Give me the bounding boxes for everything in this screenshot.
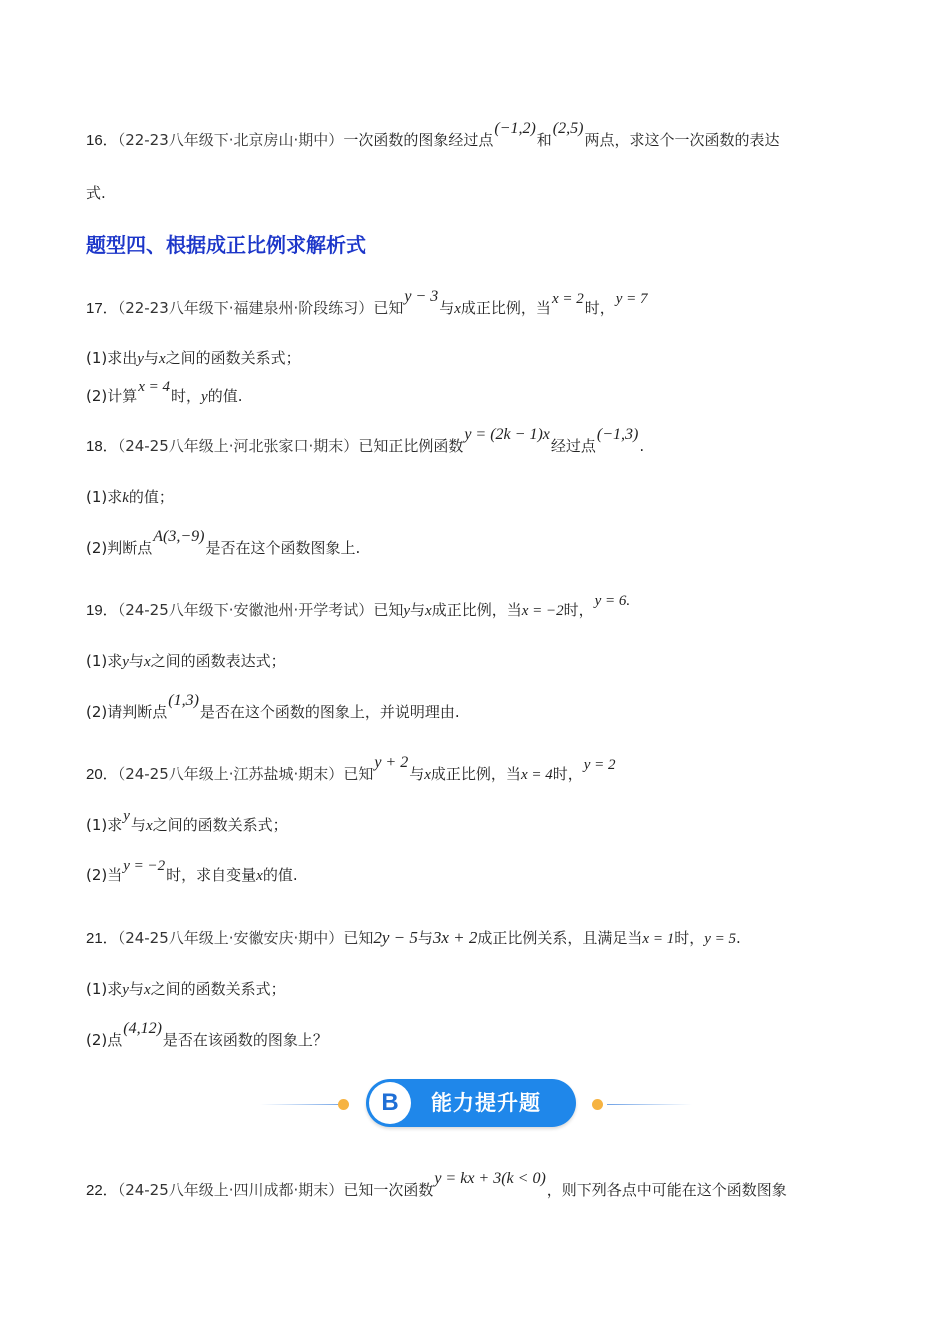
banner-right-dot (592, 1099, 603, 1110)
question-21 (86, 926, 741, 951)
question-text: ，则下列各点中可能在这个函数图象 (546, 1181, 787, 1199)
question-number: 16． (86, 132, 118, 149)
question-17-part-1 (86, 346, 301, 371)
question-16-continued (86, 181, 106, 205)
part-text: 与 (130, 816, 146, 834)
question-text: 已知 (343, 765, 374, 783)
math-point: (−1,3) (596, 426, 639, 443)
question-number: 18． (86, 438, 118, 455)
question-text: 时， (584, 299, 615, 317)
question-text: 成正比例，当 (430, 765, 521, 783)
question-text: 成正比例，当 (431, 601, 522, 619)
part-text: 是否在该函数的图象上？ (162, 1031, 328, 1049)
question-text: 时， (563, 601, 594, 619)
math-variable: y (201, 389, 208, 405)
question-text: . (736, 929, 741, 947)
part-text: (1)求 (86, 816, 123, 834)
part-text: (1)求 (86, 488, 123, 506)
math-point: A(3,−9) (153, 528, 205, 545)
section-heading: 题型四、根据成正比例求解析式 (86, 233, 366, 257)
part-text: 之间的函数关系式； (165, 349, 301, 367)
question-number: 17． (86, 300, 118, 317)
question-source: （24-25八年级下·安徽池州·开学考试） (117, 601, 374, 619)
question-text: 成正比例关系，且满足当 (477, 929, 643, 947)
part-text: (2)计算 (86, 387, 138, 405)
math-expression: x = 4 (138, 379, 171, 395)
question-number: 20． (86, 766, 118, 783)
question-source: （22-23八年级下·福建泉州·阶段练习） (117, 299, 374, 317)
banner-pill (366, 1079, 576, 1127)
part-text: 的值. (262, 866, 298, 884)
question-text: 已知 (343, 929, 374, 947)
question-text: 成正比例，当 (460, 299, 551, 317)
math-variable: x (425, 603, 432, 619)
math-variable: x (158, 351, 166, 367)
question-source: （24-25八年级上·四川成都·期末） (117, 1181, 344, 1199)
question-20 (86, 754, 617, 787)
math-point: (4,12) (123, 1020, 162, 1037)
question-18-part-2 (86, 528, 361, 561)
part-text: 时，求自变量 (166, 866, 257, 884)
math-expression: y = 7 (615, 291, 648, 307)
math-variable: x (143, 654, 151, 670)
math-expression: x = 1 (642, 931, 675, 947)
question-18-part-1 (86, 485, 174, 510)
question-19-part-1 (86, 649, 286, 674)
math-point: (−1,2) (494, 120, 536, 137)
math-expression: 3x + 2 (432, 928, 478, 947)
math-expression: y − 3 (404, 288, 439, 305)
question-number: 19． (86, 602, 118, 619)
question-text: 式. (86, 184, 106, 202)
part-text: 是否在这个函数的图象上，并说明理由. (199, 703, 460, 721)
question-21-part-2 (86, 1020, 328, 1053)
math-expression: y = 6. (594, 593, 631, 609)
question-source: （24-25八年级上·安徽安庆·期中） (117, 929, 344, 947)
section-banner (250, 1076, 700, 1132)
part-text: (1)求 (86, 652, 123, 670)
part-text: 与 (143, 349, 159, 367)
part-text: 的值； (128, 488, 174, 506)
math-expression: x = −2 (521, 603, 564, 619)
question-text: 与 (409, 765, 425, 783)
question-text: 已知正比例函数 (358, 437, 464, 455)
part-text: (1)求出 (86, 349, 138, 367)
part-text: 之间的函数表达式； (150, 652, 286, 670)
math-expression: x = 2 (551, 291, 584, 307)
math-variable: x (454, 301, 461, 317)
question-17-part-2 (86, 379, 243, 409)
math-expression: y = (2k − 1)x (464, 426, 550, 443)
part-text: 的值. (207, 387, 243, 405)
question-19 (86, 593, 631, 623)
math-expression: y = 5 (704, 931, 736, 947)
part-text: 与 (128, 980, 144, 998)
question-text: 和 (536, 131, 552, 149)
math-variable: k (122, 490, 129, 506)
question-text: 已知一次函数 (343, 1181, 434, 1199)
question-20-part-1 (86, 808, 288, 838)
question-17 (86, 288, 649, 321)
math-variable: y (123, 808, 130, 824)
math-variable: y (122, 654, 129, 670)
math-expression: 2y − 5 (373, 928, 418, 947)
part-text: (2)点 (86, 1031, 123, 1049)
question-text: . (639, 437, 645, 455)
part-text: (1)求 (86, 980, 123, 998)
part-text: (2)判断点 (86, 539, 153, 557)
question-19-part-2 (86, 692, 460, 725)
math-point: (1,3) (168, 692, 199, 709)
banner-left-line (260, 1104, 345, 1105)
math-expression: x = 4 (520, 767, 553, 783)
math-variable: x (145, 818, 153, 834)
part-text: 之间的函数关系式； (152, 816, 288, 834)
part-text: (2)当 (86, 866, 123, 884)
question-text: 与 (439, 299, 455, 317)
math-variable: y (122, 982, 129, 998)
question-22 (86, 1170, 787, 1203)
question-text: 两点，求这个一次函数的表达 (584, 131, 780, 149)
question-text: 时， (552, 765, 583, 783)
part-text: 时， (171, 387, 202, 405)
part-text: (2)请判断点 (86, 703, 168, 721)
math-variable: x (424, 767, 431, 783)
banner-title: 能力提升题 (431, 1091, 541, 1115)
question-text: 已知 (373, 299, 404, 317)
part-text: 与 (128, 652, 144, 670)
question-source: （22-23八年级下·北京房山·期中） (117, 131, 344, 149)
question-20-part-2 (86, 858, 298, 888)
banner-right-line (607, 1104, 692, 1105)
math-variable: y (137, 351, 144, 367)
math-point: (2,5) (552, 120, 584, 137)
question-text: 与 (410, 601, 426, 619)
question-source: （24-25八年级上·江苏盐城·期末） (117, 765, 344, 783)
question-text: 一次函数的图象经过点 (343, 131, 494, 149)
question-text: 时， (674, 929, 705, 947)
question-text: 已知 (373, 601, 404, 619)
question-18 (86, 426, 645, 459)
math-variable: y (403, 603, 410, 619)
banner-letter-badge: B (369, 1082, 411, 1124)
question-text: 与 (417, 929, 433, 947)
part-text: 是否在这个函数图象上. (205, 539, 361, 557)
question-number: 21． (86, 930, 118, 947)
math-expression: y + 2 (374, 754, 409, 771)
question-source: （24-25八年级上·河北张家口·期末） (117, 437, 359, 455)
banner-left-dot (338, 1099, 349, 1110)
math-expression: y = −2 (123, 858, 166, 874)
math-variable: x (256, 868, 263, 884)
question-number: 22． (86, 1182, 118, 1199)
math-expression: y = 2 (583, 757, 616, 773)
math-variable: x (143, 982, 151, 998)
question-21-part-1 (86, 977, 286, 1002)
part-text: 之间的函数关系式； (150, 980, 286, 998)
question-16 (86, 120, 780, 153)
math-expression: y = kx + 3(k < 0) (434, 1170, 546, 1187)
question-text: 经过点 (550, 437, 596, 455)
